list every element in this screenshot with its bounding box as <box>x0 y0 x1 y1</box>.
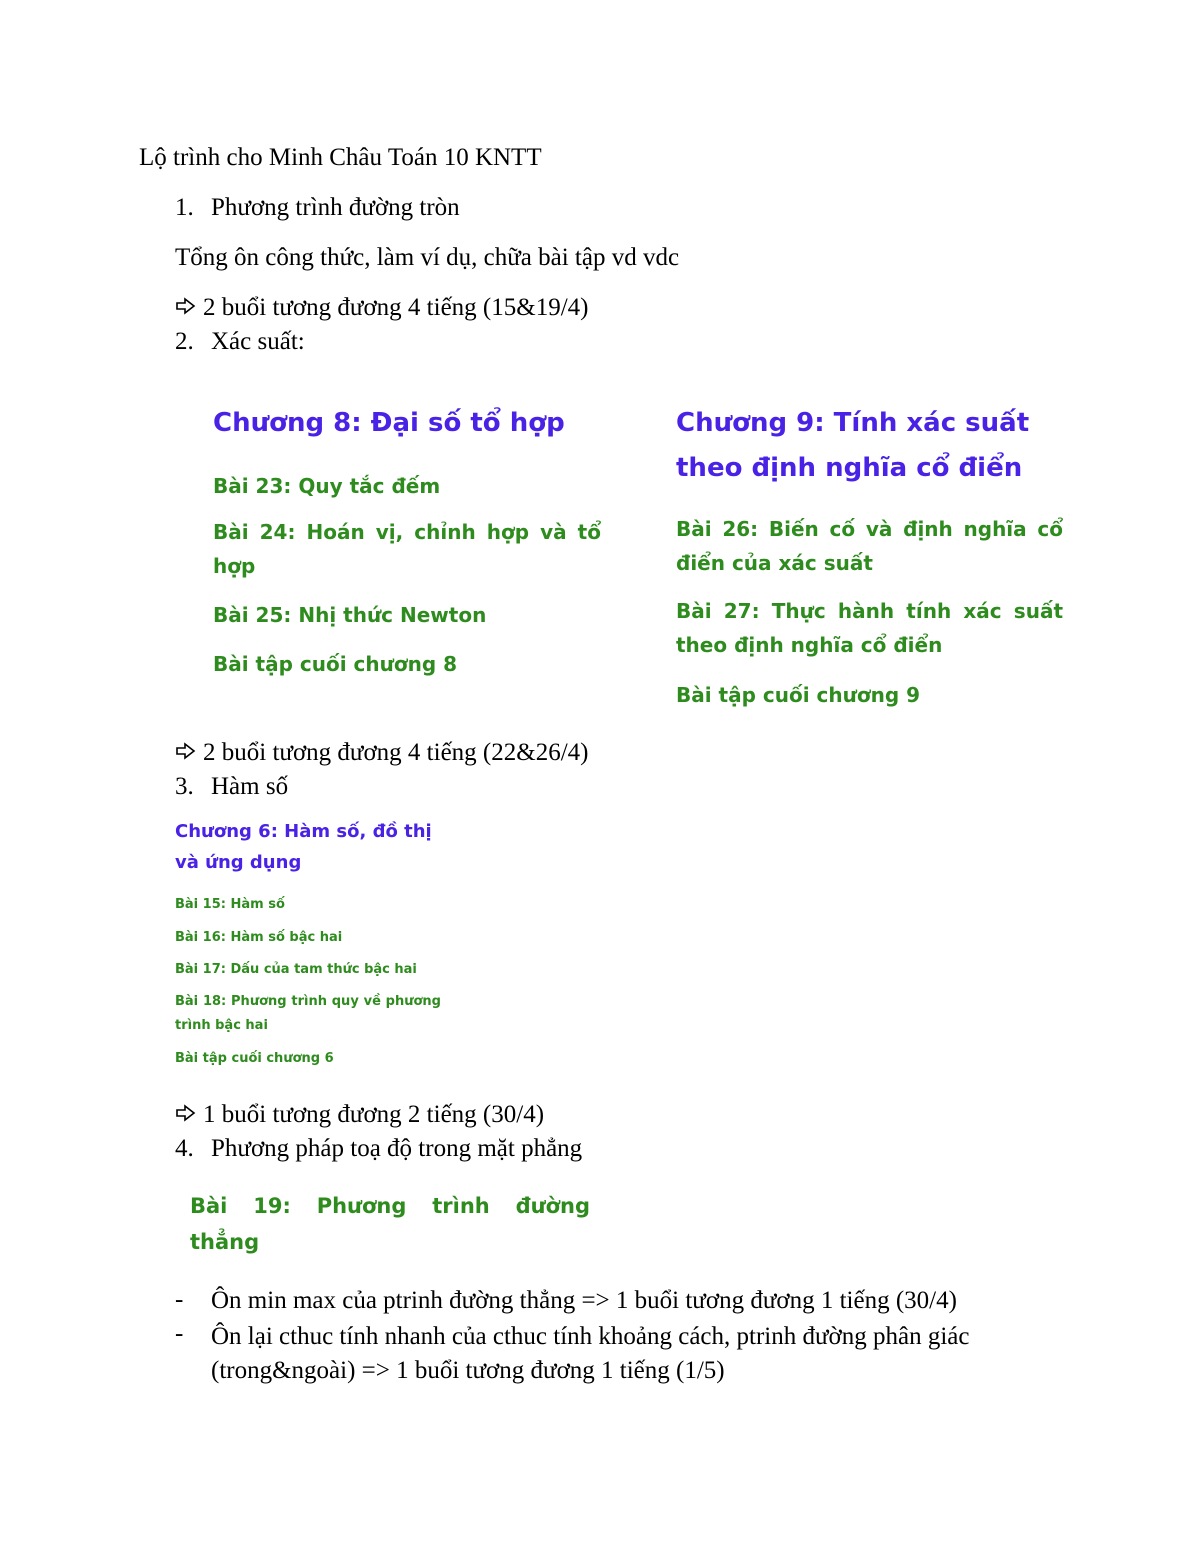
section-3-summary <box>175 1100 544 1130</box>
hollow-right-arrow-icon <box>175 1100 203 1130</box>
lesson-item: Bài 25: Nhị thức Newton <box>213 603 487 627</box>
hollow-right-arrow-icon <box>175 293 203 323</box>
summary-text: 2 buổi tương đương 4 tiếng (15&19/4) <box>203 294 589 321</box>
section-2-summary <box>175 738 588 768</box>
lesson-item: Bài 27: Thực hành tính xác suất theo định nghĩa cổ điển <box>676 599 1063 657</box>
dash-bullet-icon: - <box>175 1320 184 1347</box>
lesson-item: Bài 23: Quy tắc đếm <box>213 474 441 498</box>
lesson-item: Bài 15: Hàm số <box>175 897 285 912</box>
lesson-item: Bài 16: Hàm số bậc hai <box>175 930 343 945</box>
lesson-item: Bài tập cuối chương 8 <box>213 652 458 676</box>
chapter-6-title: Chương 6: Hàm số, đồ thị và ứng dụng <box>175 821 432 873</box>
section-1-summary <box>175 293 588 323</box>
section-heading-text: Phương pháp toạ độ trong mặt phẳng <box>211 1135 583 1162</box>
hollow-right-arrow-icon <box>175 738 203 768</box>
section-number: 3. <box>175 773 194 800</box>
bullet-text: Ôn lại cthuc tính nhanh của cthuc tính khoảng cách, ptrinh đường phân giác (trong&ngoài) => 1 buổi tương đương 1 tiếng (1/5) <box>211 1323 970 1384</box>
lesson-item: Bài 24: Hoán vị, chỉnh hợp và tổ hợp <box>213 520 601 578</box>
section-number: 1. <box>175 194 194 221</box>
bullet-text: Ôn min max của ptrinh đường thẳng => 1 buổi tương đương 1 tiếng (30/4) <box>211 1287 957 1314</box>
section-heading-text: Phương trình đường tròn <box>211 194 460 221</box>
section-heading-text: Hàm số <box>211 773 289 800</box>
document-title: Lộ trình cho Minh Châu Toán 10 KNTT <box>139 144 542 171</box>
section-heading-text: Xác suất: <box>211 328 305 355</box>
section-4-heading <box>175 1134 975 1164</box>
section-1-heading <box>175 193 975 223</box>
summary-text: 2 buổi tương đương 4 tiếng (22&26/4) <box>203 739 589 766</box>
chapter-8-title: Chương 8: Đại số tổ hợp <box>213 408 565 438</box>
lesson-item: Bài 17: Dấu của tam thức bậc hai <box>175 962 417 977</box>
summary-text: 1 buổi tương đương 2 tiếng (30/4) <box>203 1101 545 1128</box>
lesson-item: Bài tập cuối chương 6 <box>175 1051 334 1066</box>
section-1-note: Tổng ôn công thức, làm ví dụ, chữa bài tập vd vdc <box>175 244 680 271</box>
chapter-9-title: Chương 9: Tính xác suất theo định nghĩa cổ điển <box>676 408 1030 483</box>
dash-bullet-icon: - <box>175 1286 184 1313</box>
lesson-item: Bài 26: Biến cố và định nghĩa cổ điển của xác suất <box>676 517 1063 575</box>
section-2-heading <box>175 327 975 357</box>
section-number: 4. <box>175 1135 194 1162</box>
section-number: 2. <box>175 328 194 355</box>
lesson-item: Bài tập cuối chương 9 <box>676 683 921 707</box>
section-3-heading <box>175 772 975 802</box>
lesson-item: Bài 19: Phương trình đường thẳng <box>190 1194 590 1254</box>
lesson-item: Bài 18: Phương trình quy về phương trình bậc hai <box>175 994 441 1033</box>
